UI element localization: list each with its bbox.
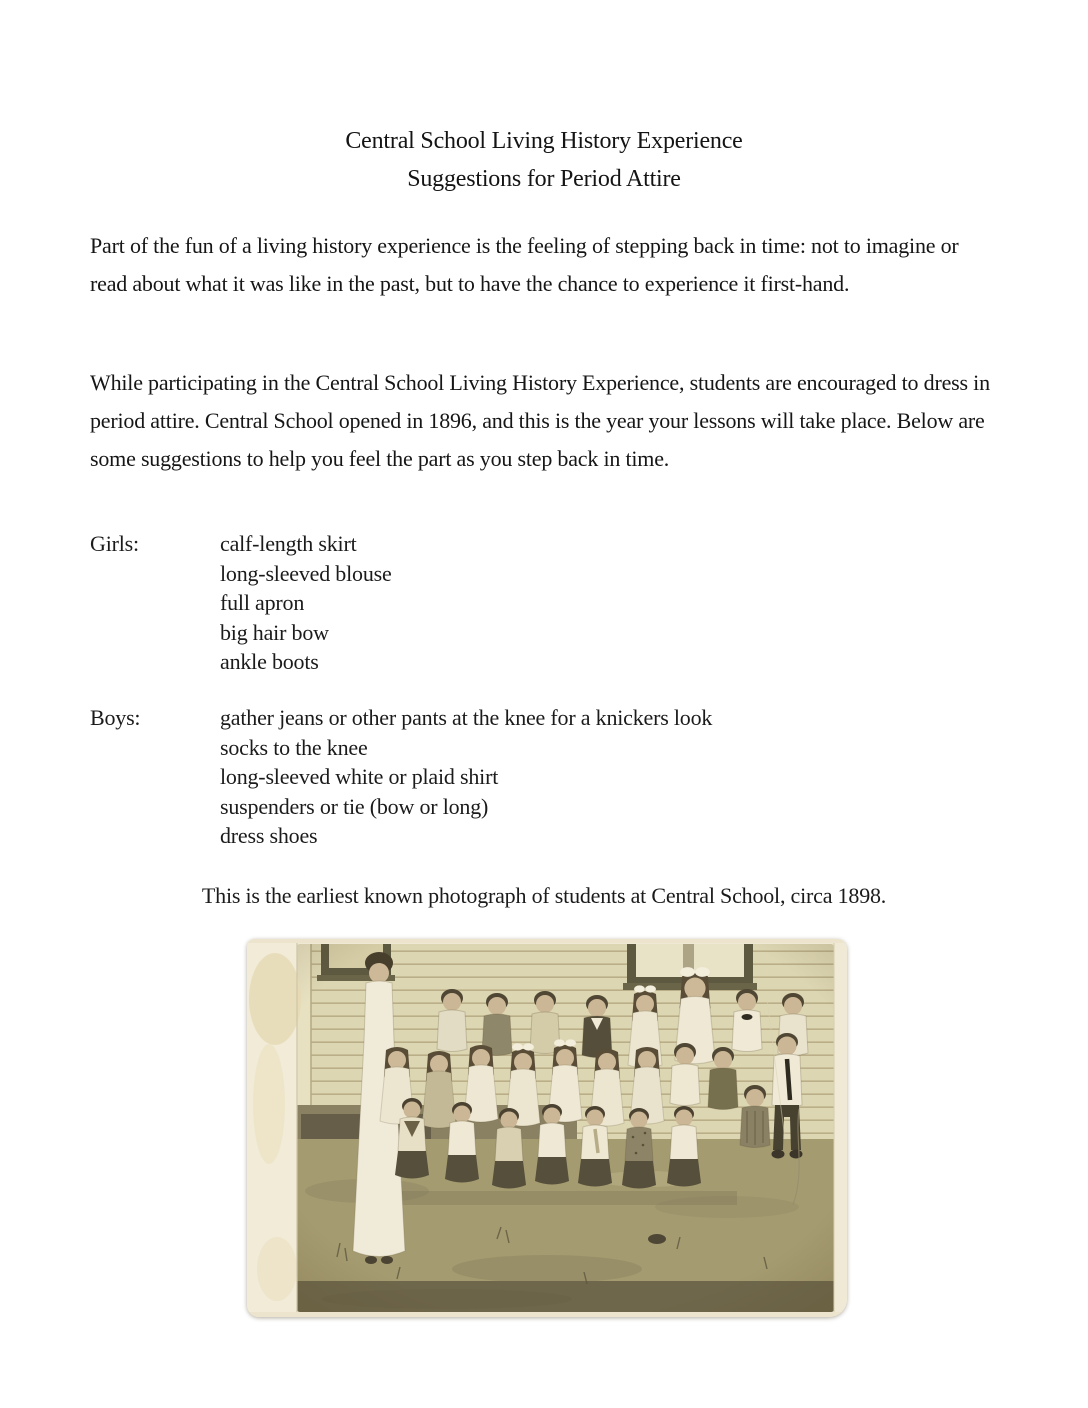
boys-item: suspenders or tie (bow or long)	[220, 793, 489, 819]
boys-item: long-sleeved white or plaid shirt	[220, 764, 499, 789]
boys-items	[90, 703, 993, 851]
photo-caption: This is the earliest known photograph of students at Central School, circa 1898.	[201, 883, 887, 908]
boys-label: Boys:	[90, 705, 141, 730]
girls-item: long-sleeved blouse	[220, 560, 392, 586]
boys-attire-list	[90, 703, 993, 851]
details-paragraph: While participating in the Central School Living History Experience, students are encouraged to dress in period attire. Central School opened in 1896, and this is the year your lessons will take place. Below are some suggestions to help you feel the part as you step back in time.	[90, 370, 990, 471]
girls-item: full apron	[220, 590, 305, 615]
girls-label: Girls:	[90, 531, 139, 556]
girls-item: big hair bow	[220, 619, 329, 645]
girls-items	[90, 529, 993, 677]
girls-attire-list	[90, 529, 993, 677]
girls-item: ankle boots	[220, 649, 319, 674]
boys-item: gather jeans or other pants at the knee for a knickers look	[220, 705, 713, 730]
class-photograph-art	[247, 939, 847, 1317]
intro-paragraph: Part of the fun of a living history experience is the feeling of stepping back in time: not to imagine or read about what it was like in the past, but to have the chance to experience it first-hand.	[90, 233, 959, 296]
title-line-1: Central School Living History Experience	[345, 128, 743, 154]
boys-item: dress shoes	[220, 823, 318, 848]
boys-item: socks to the knee	[220, 734, 368, 760]
girls-item: calf-length skirt	[220, 531, 357, 556]
class-photograph	[247, 939, 847, 1317]
document-title	[0, 122, 1088, 198]
title-line-2: Suggestions for Period Attire	[407, 166, 681, 192]
